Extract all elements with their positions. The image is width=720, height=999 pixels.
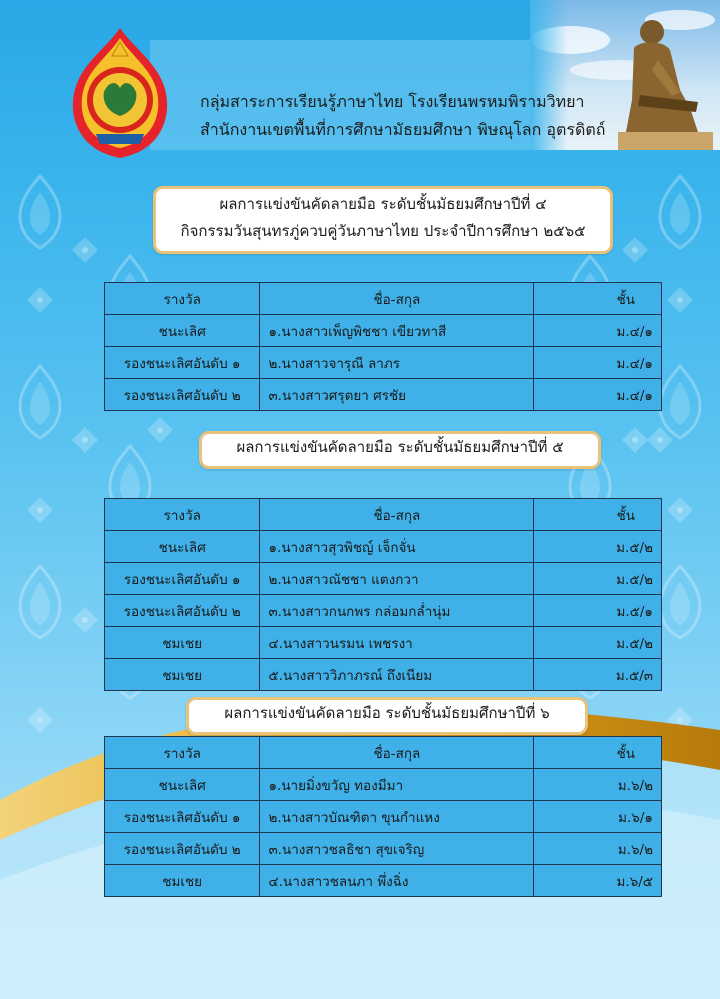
header-class: ชั้น	[534, 499, 662, 531]
award-cell: รองชนะเลิศอันดับ ๒	[105, 833, 260, 865]
name-cell: ๑.นายมิ่งขวัญ ทองมีมา	[260, 769, 534, 801]
name-cell: ๔.นางสาวชลนภา พึ่งฉิ่ง	[260, 865, 534, 897]
section-5-title: ผลการแข่งขันคัดลายมือ ระดับชั้นมัธยมศึกษาปีที่ ๕	[236, 438, 564, 456]
name-cell: ๑.นางสาวเพ็ญพิชชา เขียวทาสี	[260, 315, 534, 347]
header-name: ชื่อ-สกุล	[260, 283, 534, 315]
header-class: ชั้น	[534, 737, 662, 769]
class-cell: ม.๖/๒	[534, 833, 662, 865]
header-name: ชื่อ-สกุล	[260, 737, 534, 769]
name-cell: ๓.นางสาวศรุตยา ศรชัย	[260, 379, 534, 411]
class-cell: ม.๕/๒	[534, 563, 662, 595]
award-cell: รองชนะเลิศอันดับ ๑	[105, 347, 260, 379]
award-cell: ชนะเลิศ	[105, 315, 260, 347]
table-row	[105, 347, 662, 379]
class-cell: ม.๕/๒	[534, 531, 662, 563]
section-6-title: ผลการแข่งขันคัดลายมือ ระดับชั้นมัธยมศึกษาปีที่ ๖	[224, 704, 550, 722]
class-cell: ม.๖/๒	[534, 769, 662, 801]
table-row	[105, 531, 662, 563]
table-row	[105, 563, 662, 595]
award-cell: รองชนะเลิศอันดับ ๒	[105, 595, 260, 627]
class-cell: ม.๕/๒	[534, 627, 662, 659]
award-cell: ชมเชย	[105, 865, 260, 897]
award-cell: รองชนะเลิศอันดับ ๒	[105, 379, 260, 411]
table-header-row	[105, 737, 662, 769]
section-4-title-box	[153, 186, 613, 254]
table-row	[105, 769, 662, 801]
name-cell: ๒.นางสาวจารุณี ลาภร	[260, 347, 534, 379]
name-cell: ๓.นางสาวกนกพร กล่อมกล่ำนุ่ม	[260, 595, 534, 627]
office-line: สำนักงานเขตพื้นที่การศึกษามัธยมศึกษา พิษณุโลก อุตรดิตถ์	[200, 120, 606, 139]
table-row	[105, 833, 662, 865]
header-award: รางวัล	[105, 283, 260, 315]
section-4-title: ผลการแข่งขันคัดลายมือ ระดับชั้นมัธยมศึกษาปีที่ ๔	[219, 195, 547, 213]
name-cell: ๒.นางสาวบัณฑิตา ขุนกำแหง	[260, 801, 534, 833]
name-cell: ๔.นางสาวนรมน เพชรงา	[260, 627, 534, 659]
class-cell: ม.๖/๕	[534, 865, 662, 897]
award-cell: ชนะเลิศ	[105, 769, 260, 801]
header-name: ชื่อ-สกุล	[260, 499, 534, 531]
award-cell: รองชนะเลิศอันดับ ๑	[105, 801, 260, 833]
results-table-m4	[104, 282, 662, 411]
table-row	[105, 801, 662, 833]
name-cell: ๑.นางสาวสุวพิชญ์ เจ็กจั่น	[260, 531, 534, 563]
name-cell: ๓.นางสาวชลธิชา สุขเจริญ	[260, 833, 534, 865]
class-cell: ม.๔/๑	[534, 347, 662, 379]
obec-emblem-logo	[60, 26, 180, 158]
award-cell: ชมเชย	[105, 627, 260, 659]
department-line: กลุ่มสาระการเรียนรู้ภาษาไทย โรงเรียนพรหมพิรามวิทยา	[200, 92, 585, 111]
name-cell: ๕.นางสาววิภาภรณ์ ถึงเนียม	[260, 659, 534, 691]
class-cell: ม.๔/๑	[534, 379, 662, 411]
header-class: ชั้น	[534, 283, 662, 315]
table-header-row	[105, 499, 662, 531]
class-cell: ม.๔/๑	[534, 315, 662, 347]
table-row	[105, 595, 662, 627]
class-cell: ม.๖/๑	[534, 801, 662, 833]
table-row	[105, 379, 662, 411]
award-cell: ชนะเลิศ	[105, 531, 260, 563]
header-text	[200, 88, 700, 144]
section-6-title-box	[186, 697, 588, 735]
results-table-m5	[104, 498, 662, 691]
header-award: รางวัล	[105, 737, 260, 769]
section-4-subtitle: กิจกรรมวันสุนทรภู่ควบคู่วันภาษาไทย ประจำปีการศึกษา ๒๕๖๕	[180, 222, 586, 240]
class-cell: ม.๕/๓	[534, 659, 662, 691]
table-row	[105, 659, 662, 691]
class-cell: ม.๕/๑	[534, 595, 662, 627]
table-row	[105, 865, 662, 897]
table-row	[105, 627, 662, 659]
section-5-title-box	[199, 431, 601, 469]
results-table-m6	[104, 736, 662, 897]
award-cell: รองชนะเลิศอันดับ ๑	[105, 563, 260, 595]
award-cell: ชมเชย	[105, 659, 260, 691]
table-row	[105, 315, 662, 347]
table-header-row	[105, 283, 662, 315]
name-cell: ๒.นางสาวณัชชา แตงกวา	[260, 563, 534, 595]
header-award: รางวัล	[105, 499, 260, 531]
